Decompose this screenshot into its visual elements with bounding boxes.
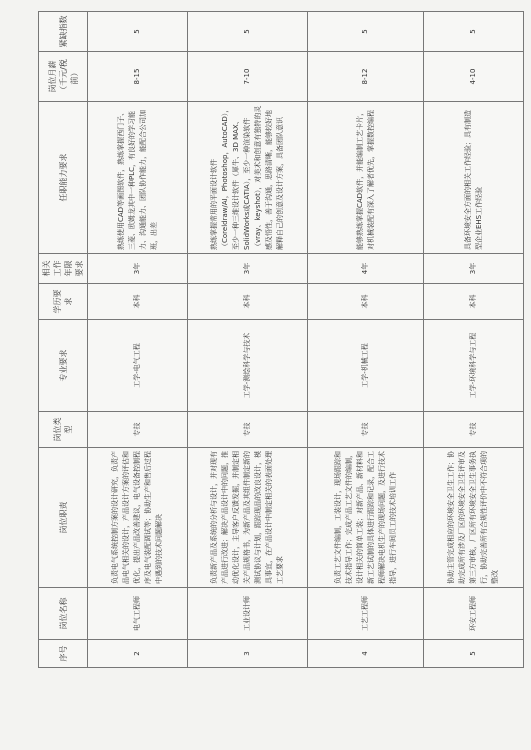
header-edu: 学历要求 [39,284,88,320]
header-type: 岗位类型 [39,412,88,448]
header-years: 相关工作年限要求 [39,254,88,284]
header-row [39,12,88,668]
cell-index: 5 [188,12,308,52]
cell-major: 工学-电气工程 [88,320,188,412]
cell-name: 环安工程师 [424,588,524,640]
header-duty: 岗位职责 [39,448,88,588]
cell-no: 4 [308,640,424,668]
cell-salary: 8-12 [308,52,424,102]
cell-type: 专技 [424,412,524,448]
cell-years: 4年 [308,254,424,284]
cell-index: 5 [424,12,524,52]
table-row [88,12,188,668]
cell-type: 专技 [308,412,424,448]
table-row [308,12,424,668]
cell-major: 工学-环境科学与工程 [424,320,524,412]
cell-ability: 具备环境安全方面的相关工作经验；具有制造型企业EHS工作经验 [424,102,524,254]
cell-major: 工学-机械工程 [308,320,424,412]
cell-name: 电气工程师 [88,588,188,640]
job-requirements-table [38,11,524,668]
cell-duty: 负责新产品及系统的分析与设计，并对现有产品进行改进；解决产品设计中的问题，推动优化设计，主导客户反馈发掘，并制定相关产品规格书，为新产品及其组件制定新的测试协议与计划，跟踪现品的改良设计，模具事宜，在产品设计中制定相关的表面处理工艺要求 [188,448,308,588]
cell-name: 工艺工程师 [308,588,424,640]
cell-major: 工学-测绘科学与技术 [188,320,308,412]
cell-edu: 本科 [88,284,188,320]
cell-ability: 能够熟练掌握CAD软件，并能编制工艺卡片，对机械装配有深入了解者优先，掌握数控编程 [308,102,424,254]
cell-salary: 7-10 [188,52,308,102]
cell-index: 5 [308,12,424,52]
cell-index: 5 [88,12,188,52]
cell-edu: 本科 [308,284,424,320]
header-no: 序号 [39,640,88,668]
cell-edu: 本科 [188,284,308,320]
header-ability: 任职能力要求 [39,102,88,254]
cell-years: 3年 [424,254,524,284]
cell-salary: 4-10 [424,52,524,102]
header-salary: 岗位月薪（千元/税前） [39,52,88,102]
cell-no: 3 [188,640,308,668]
cell-years: 3年 [88,254,188,284]
header-index: 紧缺指数 [39,12,88,52]
cell-salary: 8-15 [88,52,188,102]
cell-no: 5 [424,640,524,668]
cell-ability: 熟练掌握常用的平面设计软件（Coreldraw/AI，Photoshop，AutoCAD），至少一种三维设计软件（犀牛、3D MAX、SolidWorks或CATIA），至少一种渲染软件（vray、keyshot），对美术和创意有独特的灵感及悟性，善于沟通，思路清晰，能够较好地解释自己的创意及设计方案，具备团队意识 [188,102,308,254]
cell-type: 专技 [188,412,308,448]
cell-type: 专技 [88,412,188,448]
table-row [188,12,308,668]
cell-edu: 本科 [424,284,524,320]
cell-ability: 熟练使用CAD等画图软件，熟练掌握西门子、三菱、欧姆龙其中一种PLC，有良好的学习能力、沟通能力、团队协作能力，能配合公司加班，出差 [88,102,188,254]
rotated-table-wrapper [38,12,506,668]
cell-duty: 负责工艺文件编制，工装设计，现场跟踪和技术指导工作；完成产品工艺文件的编制，设计相关的简单工装；对新产品、新材料和新工艺试制的具体进行跟踪和记录，配合工程师解决电机生产的现场问题，及进行技术指导，进行车间员工的技术培训工作 [308,448,424,588]
cell-name: 工业设计师 [188,588,308,640]
cell-no: 2 [88,640,188,668]
header-major: 专业要求 [39,320,88,412]
table-row [424,12,524,668]
cell-duty: 负责电气系统控制方案的设计研究，负责产品电气相关的设计，产品设计方案的评估和优化，提出产品改善建议，电气设备控制程序及电气装配调试等；协助生产和售后过程中遇到的技术问题解决 [88,448,188,588]
cell-years: 3年 [188,254,308,284]
cell-duty: 协助主管完成相应的环境安全卫生工作；协助完成所有涉及厂区的环境安全卫生评审及第三方审核，厂区所有环境安全卫生事务执行，协助完善所有合规性评价中不符合项的整改 [424,448,524,588]
header-name: 岗位名称 [39,588,88,640]
